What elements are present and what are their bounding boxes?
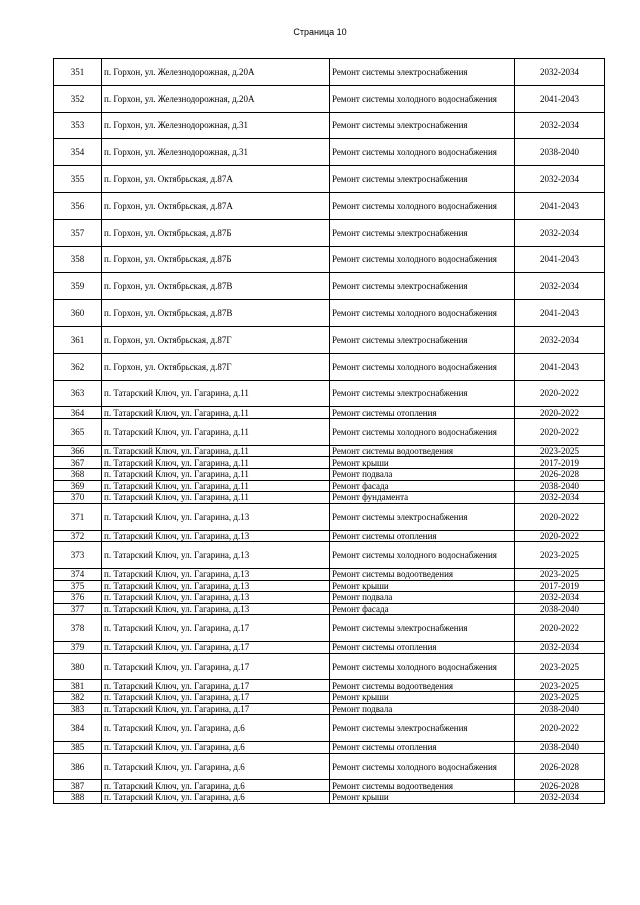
work-type-cell: Ремонт системы холодного водоснабжения bbox=[330, 542, 515, 569]
work-type-cell: Ремонт подвала bbox=[330, 592, 515, 604]
work-type-cell: Ремонт системы холодного водоснабжения bbox=[330, 653, 515, 680]
work-type-cell: Ремонт системы электроснабжения bbox=[330, 715, 515, 742]
row-number: 374 bbox=[54, 568, 102, 580]
period-cell: 2020-2022 bbox=[515, 407, 605, 419]
work-type-cell: Ремонт системы холодного водоснабжения bbox=[330, 192, 515, 219]
work-type-cell: Ремонт подвала bbox=[330, 468, 515, 480]
work-type-cell: Ремонт подвала bbox=[330, 703, 515, 715]
address-cell: п. Татарский Ключ, ул. Гагарина, д.17 bbox=[102, 680, 330, 692]
row-number: 360 bbox=[54, 300, 102, 327]
address-cell: п. Горхон, ул. Октябрьская, д.87Б bbox=[102, 219, 330, 246]
work-type-cell: Ремонт системы холодного водоснабжения bbox=[330, 300, 515, 327]
table-row bbox=[54, 380, 605, 407]
row-number: 378 bbox=[54, 615, 102, 642]
page-number-header: Страница 10 bbox=[293, 27, 347, 37]
row-number: 362 bbox=[54, 353, 102, 380]
row-number: 382 bbox=[54, 692, 102, 704]
table-row bbox=[54, 59, 605, 86]
row-number: 352 bbox=[54, 85, 102, 112]
address-cell: п. Татарский Ключ, ул. Гагарина, д.17 bbox=[102, 642, 330, 654]
period-cell: 2026-2028 bbox=[515, 753, 605, 780]
table-row bbox=[54, 273, 605, 300]
period-cell: 2023-2025 bbox=[515, 653, 605, 680]
row-number: 375 bbox=[54, 580, 102, 592]
address-cell: п. Горхон, ул. Октябрьская, д.87В bbox=[102, 273, 330, 300]
period-cell: 2032-2034 bbox=[515, 492, 605, 504]
work-type-cell: Ремонт системы холодного водоснабжения bbox=[330, 85, 515, 112]
address-cell: п. Татарский Ключ, ул. Гагарина, д.11 bbox=[102, 492, 330, 504]
table-body bbox=[54, 59, 605, 804]
work-type-cell: Ремонт системы электроснабжения bbox=[330, 273, 515, 300]
period-cell: 2041-2043 bbox=[515, 300, 605, 327]
period-cell: 2020-2022 bbox=[515, 615, 605, 642]
address-cell: п. Горхон, ул. Октябрьская, д.87Г bbox=[102, 353, 330, 380]
table-row bbox=[54, 580, 605, 592]
table-row bbox=[54, 326, 605, 353]
period-cell: 2032-2034 bbox=[515, 219, 605, 246]
table-row bbox=[54, 753, 605, 780]
address-cell: п. Татарский Ключ, ул. Гагарина, д.11 bbox=[102, 418, 330, 445]
address-cell: п. Татарский Ключ, ул. Гагарина, д.13 bbox=[102, 603, 330, 615]
period-cell: 2023-2025 bbox=[515, 680, 605, 692]
address-cell: п. Татарский Ключ, ул. Гагарина, д.13 bbox=[102, 592, 330, 604]
row-number: 379 bbox=[54, 642, 102, 654]
address-cell: п. Горхон, ул. Октябрьская, д.87А bbox=[102, 192, 330, 219]
row-number: 381 bbox=[54, 680, 102, 692]
table-row bbox=[54, 603, 605, 615]
row-number: 372 bbox=[54, 530, 102, 542]
work-type-cell: Ремонт системы электроснабжения bbox=[330, 380, 515, 407]
work-type-cell: Ремонт крыши bbox=[330, 792, 515, 804]
row-number: 388 bbox=[54, 792, 102, 804]
row-number: 385 bbox=[54, 742, 102, 754]
row-number: 366 bbox=[54, 445, 102, 457]
row-number: 383 bbox=[54, 703, 102, 715]
address-cell: п. Татарский Ключ, ул. Гагарина, д.11 bbox=[102, 445, 330, 457]
row-number: 361 bbox=[54, 326, 102, 353]
period-cell: 2041-2043 bbox=[515, 85, 605, 112]
address-cell: п. Татарский Ключ, ул. Гагарина, д.11 bbox=[102, 380, 330, 407]
address-cell: п. Татарский Ключ, ул. Гагарина, д.13 bbox=[102, 580, 330, 592]
period-cell: 2032-2034 bbox=[515, 326, 605, 353]
address-cell: п. Татарский Ключ, ул. Гагарина, д.17 bbox=[102, 692, 330, 704]
address-cell: п. Горхон, ул. Железнодорожная, д.31 bbox=[102, 112, 330, 139]
work-type-cell: Ремонт системы отопления bbox=[330, 407, 515, 419]
work-type-cell: Ремонт системы электроснабжения bbox=[330, 112, 515, 139]
table-row bbox=[54, 568, 605, 580]
row-number: 367 bbox=[54, 457, 102, 469]
period-cell: 2026-2028 bbox=[515, 468, 605, 480]
work-type-cell: Ремонт системы электроснабжения bbox=[330, 326, 515, 353]
table-row bbox=[54, 445, 605, 457]
address-cell: п. Татарский Ключ, ул. Гагарина, д.13 bbox=[102, 542, 330, 569]
work-type-cell: Ремонт системы электроснабжения bbox=[330, 503, 515, 530]
row-number: 370 bbox=[54, 492, 102, 504]
address-cell: п. Татарский Ключ, ул. Гагарина, д.6 bbox=[102, 742, 330, 754]
address-cell: п. Татарский Ключ, ул. Гагарина, д.17 bbox=[102, 653, 330, 680]
row-number: 373 bbox=[54, 542, 102, 569]
table-row bbox=[54, 166, 605, 193]
address-cell: п. Татарский Ключ, ул. Гагарина, д.13 bbox=[102, 568, 330, 580]
table-row bbox=[54, 530, 605, 542]
period-cell: 2032-2034 bbox=[515, 59, 605, 86]
work-type-cell: Ремонт системы холодного водоснабжения bbox=[330, 139, 515, 166]
table-row bbox=[54, 503, 605, 530]
table-row bbox=[54, 85, 605, 112]
work-type-cell: Ремонт системы водоотведения bbox=[330, 568, 515, 580]
period-cell: 2032-2034 bbox=[515, 642, 605, 654]
address-cell: п. Татарский Ключ, ул. Гагарина, д.6 bbox=[102, 753, 330, 780]
table-row bbox=[54, 653, 605, 680]
row-number: 351 bbox=[54, 59, 102, 86]
table-row bbox=[54, 780, 605, 792]
period-cell: 2023-2025 bbox=[515, 568, 605, 580]
table-row bbox=[54, 492, 605, 504]
work-type-cell: Ремонт системы холодного водоснабжения bbox=[330, 753, 515, 780]
row-number: 355 bbox=[54, 166, 102, 193]
table-row bbox=[54, 457, 605, 469]
period-cell: 2017-2019 bbox=[515, 580, 605, 592]
table-row bbox=[54, 219, 605, 246]
work-type-cell: Ремонт крыши bbox=[330, 692, 515, 704]
period-cell: 2038-2040 bbox=[515, 703, 605, 715]
table-row bbox=[54, 742, 605, 754]
work-type-cell: Ремонт фасада bbox=[330, 603, 515, 615]
work-type-cell: Ремонт системы водоотведения bbox=[330, 780, 515, 792]
work-type-cell: Ремонт фасада bbox=[330, 480, 515, 492]
address-cell: п. Татарский Ключ, ул. Гагарина, д.11 bbox=[102, 480, 330, 492]
period-cell: 2026-2028 bbox=[515, 780, 605, 792]
work-type-cell: Ремонт системы отопления bbox=[330, 642, 515, 654]
row-number: 357 bbox=[54, 219, 102, 246]
table-row bbox=[54, 715, 605, 742]
row-number: 369 bbox=[54, 480, 102, 492]
period-cell: 2041-2043 bbox=[515, 246, 605, 273]
address-cell: п. Горхон, ул. Октябрьская, д.87Г bbox=[102, 326, 330, 353]
row-number: 353 bbox=[54, 112, 102, 139]
work-type-cell: Ремонт системы холодного водоснабжения bbox=[330, 418, 515, 445]
address-cell: п. Горхон, ул. Октябрьская, д.87А bbox=[102, 166, 330, 193]
row-number: 364 bbox=[54, 407, 102, 419]
row-number: 363 bbox=[54, 380, 102, 407]
row-number: 387 bbox=[54, 780, 102, 792]
row-number: 354 bbox=[54, 139, 102, 166]
period-cell: 2038-2040 bbox=[515, 480, 605, 492]
row-number: 365 bbox=[54, 418, 102, 445]
period-cell: 2020-2022 bbox=[515, 503, 605, 530]
table-row bbox=[54, 418, 605, 445]
period-cell: 2041-2043 bbox=[515, 353, 605, 380]
address-cell: п. Татарский Ключ, ул. Гагарина, д.11 bbox=[102, 468, 330, 480]
period-cell: 2032-2034 bbox=[515, 792, 605, 804]
table-row bbox=[54, 407, 605, 419]
row-number: 380 bbox=[54, 653, 102, 680]
table-row bbox=[54, 139, 605, 166]
period-cell: 2023-2025 bbox=[515, 542, 605, 569]
period-cell: 2038-2040 bbox=[515, 603, 605, 615]
table-row bbox=[54, 192, 605, 219]
table-row bbox=[54, 680, 605, 692]
row-number: 356 bbox=[54, 192, 102, 219]
work-type-cell: Ремонт системы холодного водоснабжения bbox=[330, 353, 515, 380]
period-cell: 2020-2022 bbox=[515, 380, 605, 407]
work-type-cell: Ремонт системы электроснабжения bbox=[330, 219, 515, 246]
period-cell: 2020-2022 bbox=[515, 418, 605, 445]
address-cell: п. Татарский Ключ, ул. Гагарина, д.17 bbox=[102, 703, 330, 715]
period-cell: 2023-2025 bbox=[515, 445, 605, 457]
address-cell: п. Татарский Ключ, ул. Гагарина, д.6 bbox=[102, 715, 330, 742]
period-cell: 2038-2040 bbox=[515, 742, 605, 754]
row-number: 371 bbox=[54, 503, 102, 530]
work-type-cell: Ремонт системы отопления bbox=[330, 742, 515, 754]
period-cell: 2032-2034 bbox=[515, 273, 605, 300]
period-cell: 2020-2022 bbox=[515, 715, 605, 742]
period-cell: 2017-2019 bbox=[515, 457, 605, 469]
table-row bbox=[54, 692, 605, 704]
address-cell: п. Татарский Ключ, ул. Гагарина, д.11 bbox=[102, 407, 330, 419]
table-row bbox=[54, 792, 605, 804]
work-type-cell: Ремонт крыши bbox=[330, 580, 515, 592]
work-type-cell: Ремонт системы электроснабжения bbox=[330, 166, 515, 193]
address-cell: п. Татарский Ключ, ул. Гагарина, д.6 bbox=[102, 792, 330, 804]
address-cell: п. Горхон, ул. Октябрьская, д.87Б bbox=[102, 246, 330, 273]
table-row bbox=[54, 112, 605, 139]
period-cell: 2041-2043 bbox=[515, 192, 605, 219]
work-type-cell: Ремонт фундамента bbox=[330, 492, 515, 504]
period-cell: 2020-2022 bbox=[515, 530, 605, 542]
table-row bbox=[54, 480, 605, 492]
period-cell: 2032-2034 bbox=[515, 166, 605, 193]
row-number: 376 bbox=[54, 592, 102, 604]
table-row bbox=[54, 542, 605, 569]
address-cell: п. Горхон, ул. Железнодорожная, д.20А bbox=[102, 59, 330, 86]
table-row bbox=[54, 703, 605, 715]
work-type-cell: Ремонт крыши bbox=[330, 457, 515, 469]
address-cell: п. Горхон, ул. Железнодорожная, д.31 bbox=[102, 139, 330, 166]
address-cell: п. Горхон, ул. Октябрьская, д.87В bbox=[102, 300, 330, 327]
address-cell: п. Татарский Ключ, ул. Гагарина, д.13 bbox=[102, 503, 330, 530]
work-type-cell: Ремонт системы электроснабжения bbox=[330, 615, 515, 642]
work-type-cell: Ремонт системы холодного водоснабжения bbox=[330, 246, 515, 273]
table-row bbox=[54, 468, 605, 480]
period-cell: 2038-2040 bbox=[515, 139, 605, 166]
work-type-cell: Ремонт системы водоотведения bbox=[330, 445, 515, 457]
repair-schedule-table bbox=[53, 58, 605, 804]
table-row bbox=[54, 353, 605, 380]
row-number: 386 bbox=[54, 753, 102, 780]
period-cell: 2032-2034 bbox=[515, 112, 605, 139]
table-row bbox=[54, 300, 605, 327]
table-row bbox=[54, 642, 605, 654]
row-number: 368 bbox=[54, 468, 102, 480]
period-cell: 2032-2034 bbox=[515, 592, 605, 604]
address-cell: п. Горхон, ул. Железнодорожная, д.20А bbox=[102, 85, 330, 112]
row-number: 358 bbox=[54, 246, 102, 273]
row-number: 359 bbox=[54, 273, 102, 300]
table-row bbox=[54, 615, 605, 642]
work-type-cell: Ремонт системы водоотведения bbox=[330, 680, 515, 692]
table-row bbox=[54, 246, 605, 273]
row-number: 377 bbox=[54, 603, 102, 615]
period-cell: 2023-2025 bbox=[515, 692, 605, 704]
address-cell: п. Татарский Ключ, ул. Гагарина, д.11 bbox=[102, 457, 330, 469]
table-row bbox=[54, 592, 605, 604]
address-cell: п. Татарский Ключ, ул. Гагарина, д.6 bbox=[102, 780, 330, 792]
address-cell: п. Татарский Ключ, ул. Гагарина, д.17 bbox=[102, 615, 330, 642]
address-cell: п. Татарский Ключ, ул. Гагарина, д.13 bbox=[102, 530, 330, 542]
work-type-cell: Ремонт системы электроснабжения bbox=[330, 59, 515, 86]
row-number: 384 bbox=[54, 715, 102, 742]
work-type-cell: Ремонт системы отопления bbox=[330, 530, 515, 542]
